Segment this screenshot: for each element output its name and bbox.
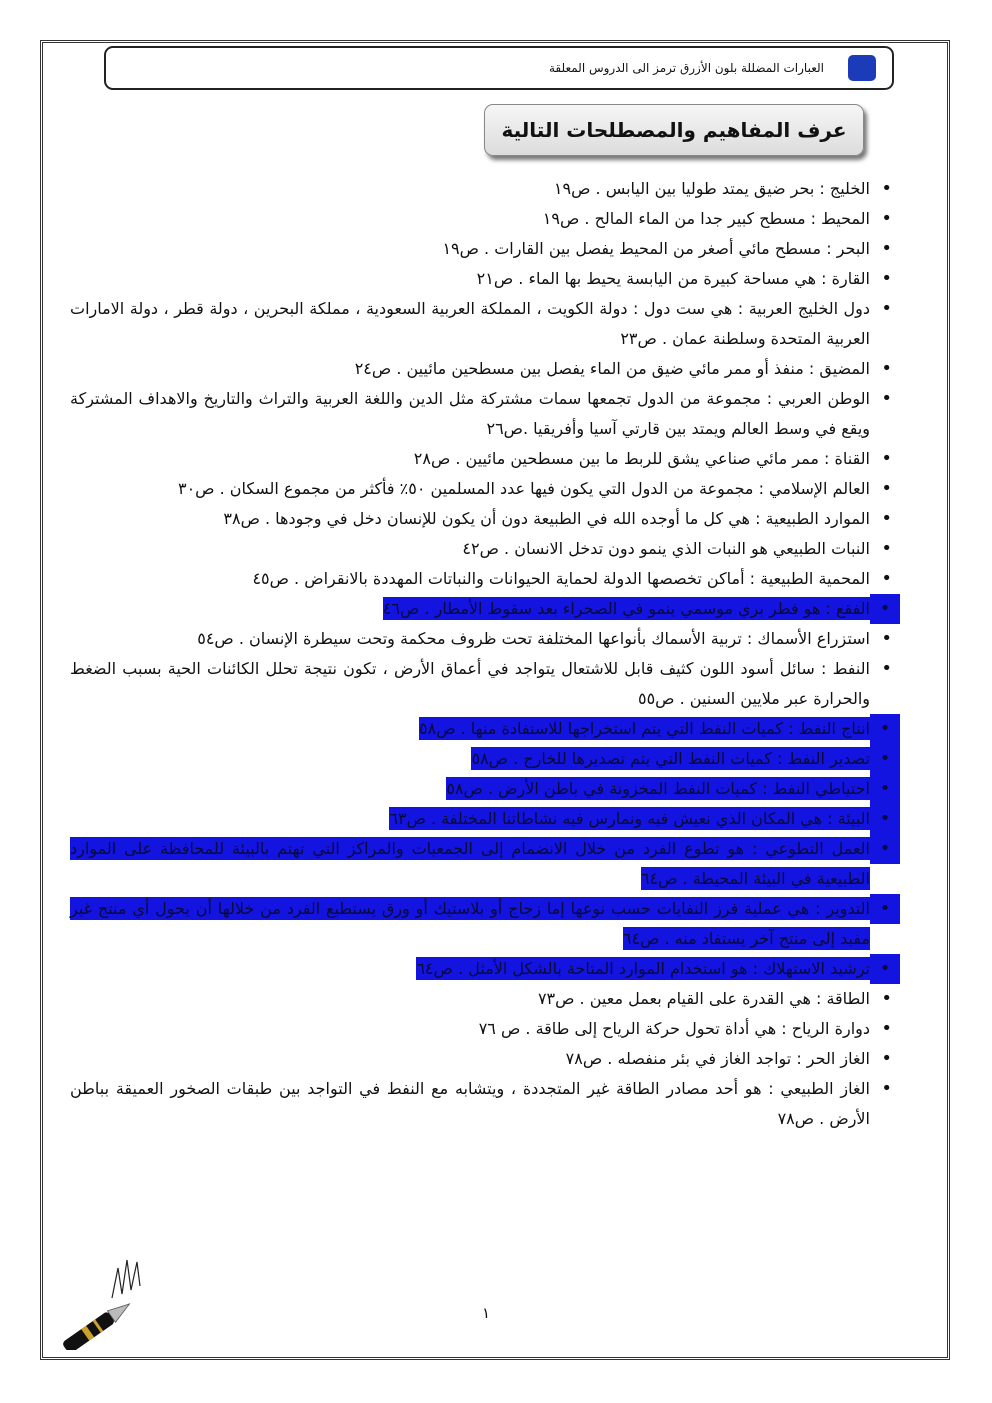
term-item: • الموارد الطبيعية : هي كل ما أوجده الله في الطبيعة دون أن يكون للإنسان دخل في وجودها . ص٣٨ bbox=[70, 504, 900, 534]
term-item: • الطاقة : هي القدرة على القيام بعمل معين . ص٧٣ bbox=[70, 984, 900, 1014]
term-item: • ترشيد الاستهلاك : هو استخدام الموارد المتاحة بالشكل الأمثل . ص٦٤ bbox=[70, 954, 900, 984]
term-item: • الوطن العربي : مجموعة من الدول تجمعها سمات مشتركة مثل الدين واللغة العربية والتراث والتاريخ والاهداف المشتركة ويقع في وسط العالم ويمتد بين قارتي آسيا وأفريقيا .ص٢٦ bbox=[70, 384, 900, 444]
term-item: • المحيط : مسطح كبير جدا من الماء المالح . ص١٩ bbox=[70, 204, 900, 234]
term-item: • الغاز الطبيعي : هو أحد مصادر الطاقة غير المتجددة ، ويتشابه مع النفط في التواجد بين طبقات الصخور العميقة بباطن الأرض . ص٧٨ bbox=[70, 1074, 900, 1134]
legend-box bbox=[104, 46, 894, 90]
term-item: • النفط : سائل أسود اللون كثيف قابل للاشتعال يتواجد في أعماق الأرض ، تكون نتيجة تحلل الكائنات الحية بسبب الضغط والحرارة عبر ملايين السنين . ص٥٥ bbox=[70, 654, 900, 714]
term-item: • دوارة الرياح : هي أداة تحول حركة الرياح إلى طاقة . ص ٧٦ bbox=[70, 1014, 900, 1044]
term-item: • النبات الطبيعي هو النبات الذي ينمو دون تدخل الانسان . ص٤٢ bbox=[70, 534, 900, 564]
term-item: • الغاز الحر : تواجد الغاز في بئر منفصله . ص٧٨ bbox=[70, 1044, 900, 1074]
term-item: • البيئة : هي المكان الذي نعيش فيه ونمارس فيه نشاطاتنا المختلفة . ص٦٣ bbox=[70, 804, 900, 834]
term-item: • انتاج النفط : كميات النفط التي يتم استخراجها للاستفادة منها . ص٥٨ bbox=[70, 714, 900, 744]
legend-text: العبارات المضللة بلون الأزرق ترمز الى الدروس المعلقة bbox=[548, 61, 824, 75]
section-title: عرف المفاهيم والمصطلحات التالية bbox=[501, 118, 847, 142]
section-title-box bbox=[484, 104, 864, 156]
term-item: • البحر : مسطح مائي أصغر من المحيط يفصل بين القارات . ص١٩ bbox=[70, 234, 900, 264]
term-item: • القناة : ممر مائي صناعي يشق للربط ما بين مسطحين مائيين . ص٢٨ bbox=[70, 444, 900, 474]
term-item: • احتياطي النفط : كميات النفط المخزونة في باطن الأرض . ص٥٨ bbox=[70, 774, 900, 804]
term-item: • دول الخليج العربية : هي ست دول : دولة الكويت ، المملكة العربية السعودية ، مملكة البحرين ، دولة قطر ، دولة الامارات العربية المتحدة وسلطنة عمان . ص٢٣ bbox=[70, 294, 900, 354]
term-item: • العمل التطوعي : هو تطوع الفرد من خلال الانضمام إلى الجمعيات والمراكز التي تهتم بالبيئة للمحافظة على الموارد الطبيعية في البيئة المحيطة . ص٦٤ bbox=[70, 834, 900, 894]
term-item: • القارة : هي مساحة كبيرة من اليابسة يحيط بها الماء . ص٢١ bbox=[70, 264, 900, 294]
term-item: • المحمية الطبيعية : أماكن تخصصها الدولة لحماية الحيوانات والنباتات المهددة بالانقراض . ص٤٥ bbox=[70, 564, 900, 594]
page-number: ١ bbox=[481, 1304, 491, 1322]
term-item: • التدوير : هي عملية فرز النفايات حسب نوعها إما زجاج أو بلاستيك أو ورق يستطيع الفرد من خلالها أن يحول أي منتج غير مفيد إلى منتج آخر يستفاد منه . ص٦٤ bbox=[70, 894, 900, 954]
term-item: • المضيق : منفذ أو ممر مائي ضيق من الماء يفصل بين مسطحين مائيين . ص٢٤ bbox=[70, 354, 900, 384]
term-item: • الخليج : بحر ضيق يمتد طوليا بين اليابس . ص١٩ bbox=[70, 174, 900, 204]
term-item: • تصدير النفط : كميات النفط التي يتم تصديرها للخارج . ص٥٨ bbox=[70, 744, 900, 774]
term-item: • الفقع : هو فطر بري موسمي ينمو في الصحراء بعد سقوط الأمطار . ص٤٦ bbox=[70, 594, 900, 624]
terms-list bbox=[70, 174, 900, 1134]
fountain-pen-icon bbox=[54, 1250, 164, 1350]
term-item: • استزراع الأسماك : تربية الأسماك بأنواعها المختلفة تحت ظروف محكمة وتحت سيطرة الإنسان . ص٥٤ bbox=[70, 624, 900, 654]
term-item: • العالم الإسلامي : مجموعة من الدول التي يكون فيها عدد المسلمين ٥٠٪ فأكثر من مجموع السكان . ص٣٠ bbox=[70, 474, 900, 504]
legend-color-swatch bbox=[848, 55, 876, 81]
